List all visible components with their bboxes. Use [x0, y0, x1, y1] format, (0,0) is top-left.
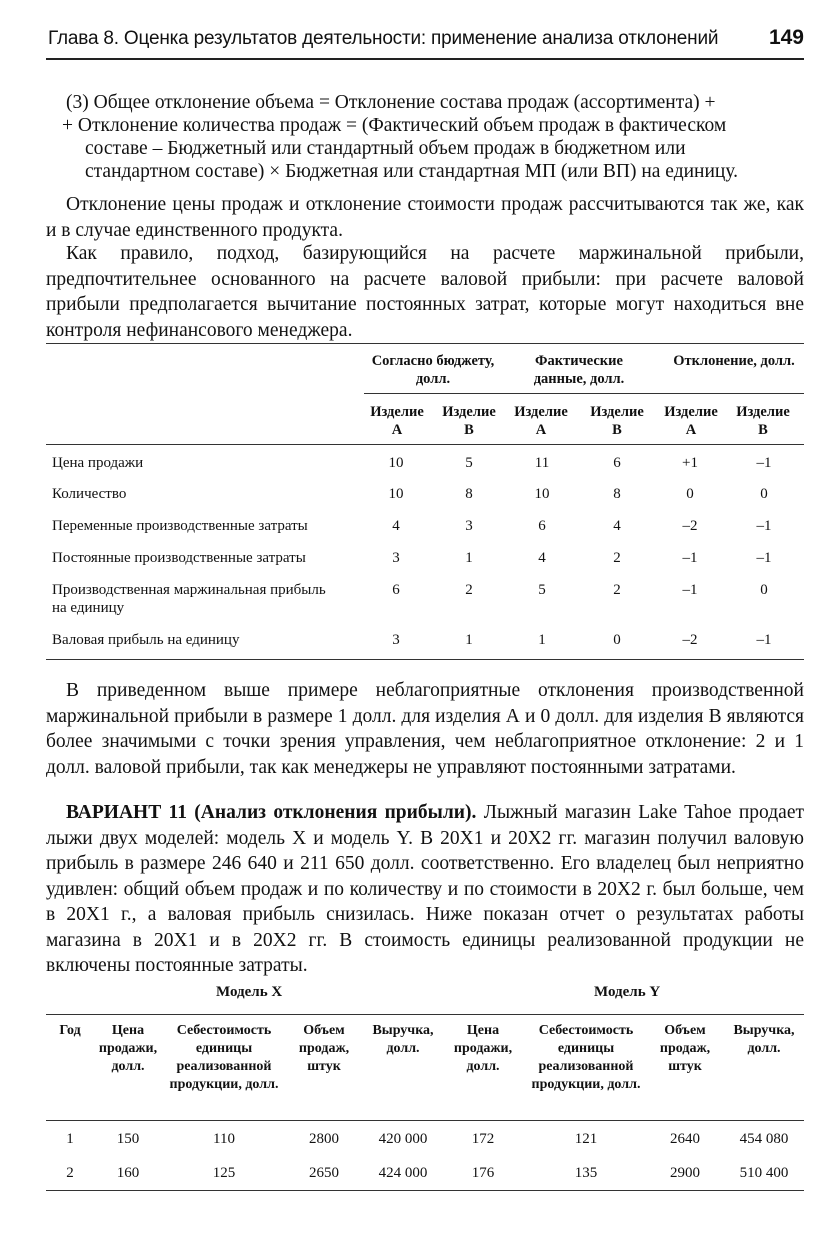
table-cell: –1: [682, 582, 698, 598]
table-cell: 8: [613, 486, 621, 502]
col-header: Себестоимость единицы реализованной продукции, долл.: [531, 1023, 641, 1092]
table-cell: 3: [465, 518, 473, 534]
col-header: Объем продаж, штук: [298, 1023, 350, 1074]
row-label: Количество: [52, 486, 127, 502]
table-cell: 10: [534, 486, 550, 502]
group-header-actual: Фактические данные, долл.: [533, 353, 625, 387]
table-cell: 6: [392, 582, 400, 598]
table-cell: –1: [756, 632, 772, 648]
table-cell: –2: [682, 632, 698, 648]
table-cell: 4: [538, 550, 546, 566]
table-cell: +1: [682, 455, 698, 471]
formula-block: [62, 91, 792, 183]
table-rule-bottom: [46, 659, 804, 660]
table-cell: 2900: [670, 1165, 700, 1181]
table-cell: 2650: [309, 1165, 339, 1181]
col-header: Изделие А: [370, 404, 424, 438]
table-cell: 0: [686, 486, 694, 502]
col-header: Изделие А: [664, 404, 718, 438]
page-number: 149: [768, 26, 804, 49]
table-cell: 4: [392, 518, 400, 534]
variant-text: Лыжный магазин Lake Tahoe продает лыжи двух моделей: модель X и модель Y. В 20X1 и 20X2 гг. магазин получил валовую прибыль в размере 246 640 и 211 650 долл. соответственно. Его владелец был неприятно удивлен: общий объем продаж и по количеству и по стоимости в 20X2 г. был больше, чем в 20X1 г., а валовая прибыль снизилась. Ниже показан отчет о результатах работы магазина в 20X1 и в 20X2 гг. В стоимость единицы реализованной продукции не включены постоянные затраты.: [46, 802, 804, 976]
table-cell: 2: [613, 582, 621, 598]
table-cell: 2: [613, 550, 621, 566]
paragraph-2: Как правило, подход, базирующийся на расчете маржинальной прибыли, предпочтительнее основанного на расчете валовой прибыли: при расчете валовой прибыли предполагается вычитание постоянных затрат, которые могут находиться вне контроля нефинансового менеджера.: [46, 243, 804, 341]
paragraph-1: Отклонение цены продаж и отклонение стоимости продаж рассчитываются так же, как и в случае единственного продукта.: [46, 194, 804, 241]
table-cell: 424 000: [378, 1165, 428, 1181]
table-cell: 125: [212, 1165, 236, 1181]
table-cell: 11: [534, 455, 550, 471]
table-cell: 1: [465, 550, 473, 566]
table-cell: 10: [388, 486, 404, 502]
table-cell: 0: [613, 632, 621, 648]
col-header: Выручка, долл.: [733, 1023, 795, 1056]
col-header: Цена продажи, долл.: [453, 1023, 513, 1074]
table-cell: 2: [66, 1165, 74, 1181]
table-cell: 6: [538, 518, 546, 534]
table-cell: 454 080: [739, 1131, 789, 1147]
chapter-title: Глава 8. Оценка результатов деятельности: применение анализа отклонений: [48, 28, 719, 49]
table-rule-bottom: [46, 1190, 804, 1191]
group-header-variance: Отклонение, долл.: [673, 353, 795, 369]
row-label: Производственная маржинальная прибыль на единицу: [52, 582, 326, 616]
table-rule-header: [46, 1120, 804, 1121]
table-cell: 2640: [670, 1131, 700, 1147]
page-header: [46, 24, 804, 60]
paragraph-4: [46, 800, 804, 979]
group-header-budget: Согласно бюджету, долл.: [371, 353, 495, 387]
row-label: Постоянные производственные затраты: [52, 550, 306, 566]
table-cell: 10: [388, 455, 404, 471]
table-cell: 1: [66, 1131, 74, 1147]
table-cell: 160: [116, 1165, 140, 1181]
table-cell: –1: [756, 550, 772, 566]
variant-heading: ВАРИАНТ 11 (Анализ отклонения прибыли).: [66, 802, 477, 823]
table-cell: 510 400: [739, 1165, 789, 1181]
paragraph-3: В приведенном выше примере неблагоприятные отклонения производственной маржинальной прибыли в размере 1 долл. для изделия А и 0 долл. для изделия В являются более значимыми с точки зрения управления, чем неблагоприятное отклонение: 2 и 1 долл. валовой прибыли, так как менеджеры не управляют постоянными затратами.: [46, 680, 804, 778]
table-cell: 8: [465, 486, 473, 502]
group-header-model-x: Модель X: [216, 984, 283, 1000]
row-label: Валовая прибыль на единицу: [52, 632, 240, 648]
group-header-model-y: Модель Y: [594, 984, 661, 1000]
table-cell: 6: [613, 455, 621, 471]
table-cell: 5: [538, 582, 546, 598]
formula-line-1: (3) Общее отклонение объема = Отклонение состава продаж (ассортимента) +: [66, 92, 716, 113]
col-header: Себестоимость единицы реализованной продукции, долл.: [169, 1023, 279, 1092]
col-header-year: Год: [59, 1023, 81, 1038]
table-rule-top: [46, 1014, 804, 1015]
table-cell: 0: [760, 486, 768, 502]
col-header: Изделие В: [736, 404, 790, 438]
table-cell: 0: [760, 582, 768, 598]
table-cell: 420 000: [378, 1131, 428, 1147]
table-cell: 4: [613, 518, 621, 534]
formula-line-3: составе – Бюджетный или стандартный объем продаж в бюджетном или: [85, 138, 686, 159]
table-cell: 1: [538, 632, 546, 648]
table-cell: 121: [574, 1131, 598, 1147]
table-cell: –1: [756, 455, 772, 471]
table-rule-header: [46, 444, 804, 445]
table-cell: 172: [471, 1131, 495, 1147]
col-header: Изделие В: [442, 404, 496, 438]
table-cell: 2800: [309, 1131, 339, 1147]
row-label: Цена продажи: [52, 455, 144, 471]
table-cell: 135: [574, 1165, 598, 1181]
formula-line-2: + Отклонение количества продаж = (Фактический объем продаж в фактическом: [62, 115, 727, 136]
table-cell: 2: [465, 582, 473, 598]
table-cell: 110: [213, 1131, 235, 1147]
row-label: Переменные производственные затраты: [52, 518, 308, 534]
col-header: Изделие А: [514, 404, 568, 438]
col-header: Изделие В: [590, 404, 644, 438]
table-cell: 5: [465, 455, 473, 471]
formula-line-4: стандартном составе) × Бюджетная или стандартная МП (или ВП) на единицу.: [85, 161, 739, 182]
table-rule-top: [46, 343, 804, 344]
col-header: Выручка, долл.: [372, 1023, 434, 1056]
table-cell: –2: [682, 518, 698, 534]
table-cell: –1: [756, 518, 772, 534]
col-header: Объем продаж, штук: [659, 1023, 711, 1074]
table-cell: –1: [682, 550, 698, 566]
table-cell: 3: [392, 632, 400, 648]
table-cell: 150: [116, 1131, 140, 1147]
table-cell: 3: [392, 550, 400, 566]
table-cell: 176: [471, 1165, 495, 1181]
col-header: Цена продажи, долл.: [98, 1023, 158, 1074]
table-cell: 1: [465, 632, 473, 648]
table-rule-group: [364, 393, 804, 394]
